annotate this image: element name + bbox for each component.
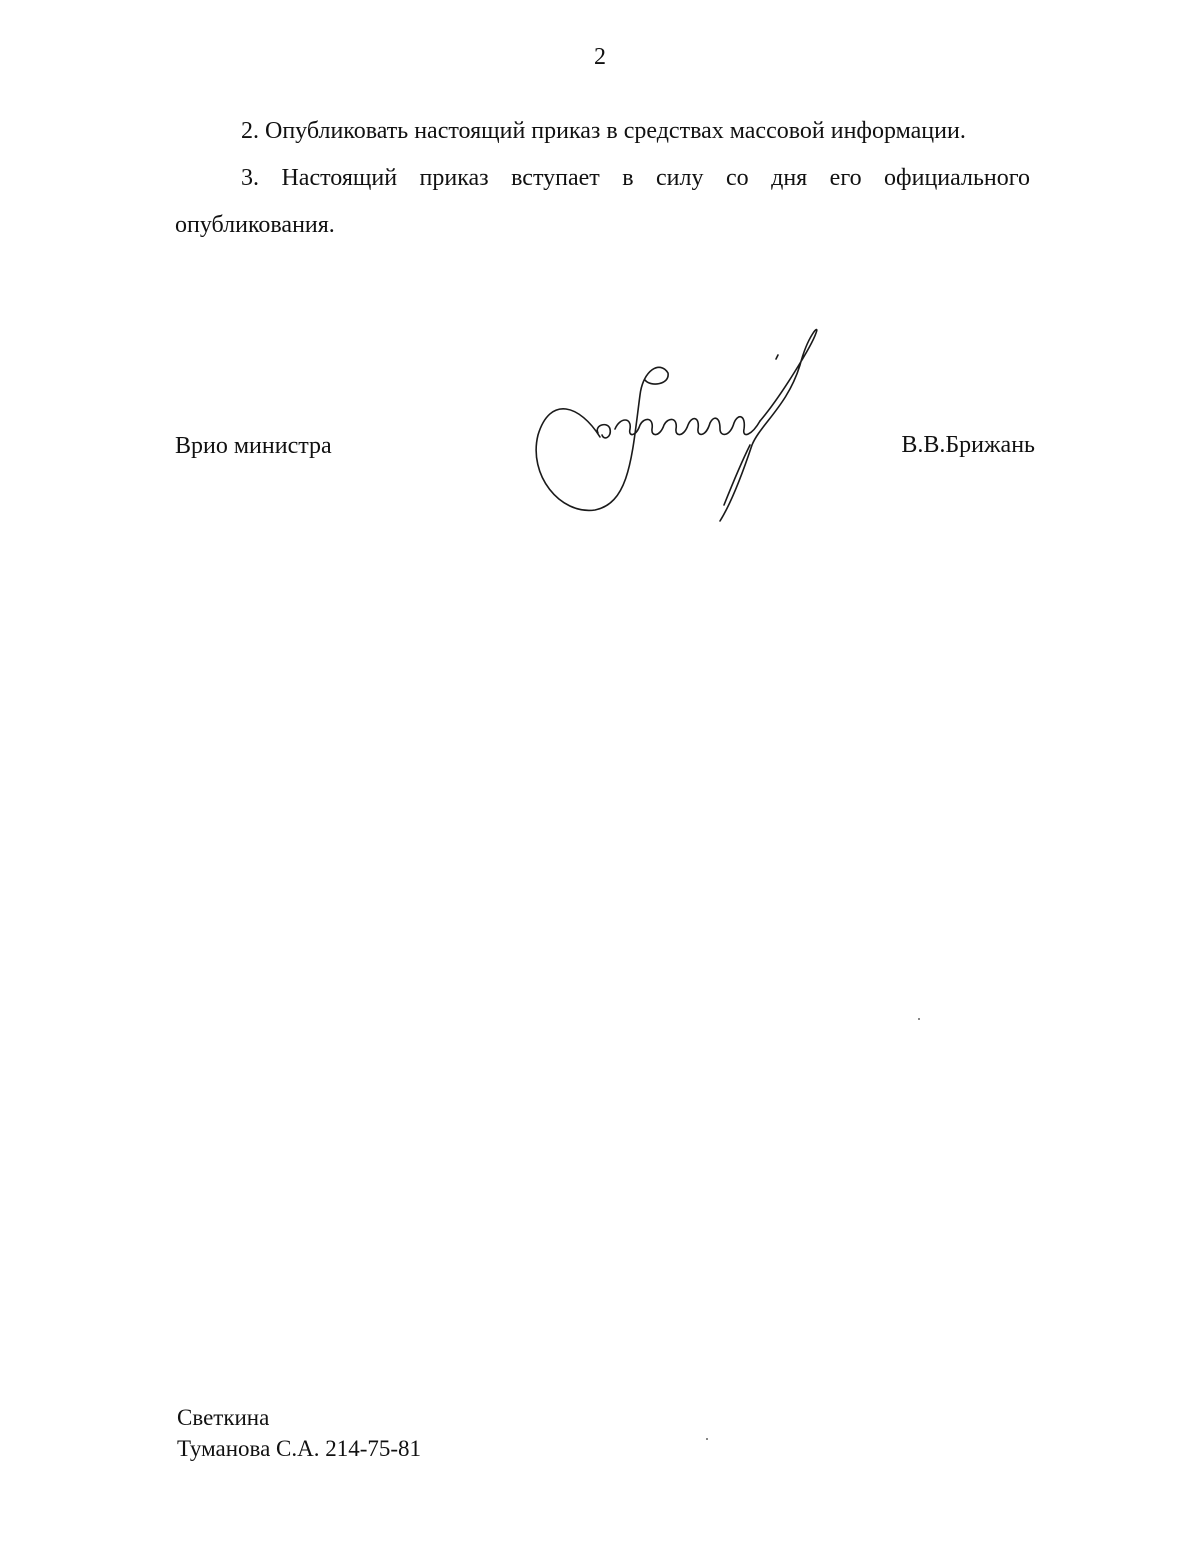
document-body bbox=[175, 108, 1030, 249]
paragraph-publish: 2. Опубликовать настоящий приказ в средствах массовой информации. bbox=[241, 118, 966, 144]
paragraph-effective-date: 3. Настоящий приказ вступает в силу со дня его официального опубликования. bbox=[175, 165, 1030, 238]
signature-block bbox=[0, 320, 1200, 540]
scan-speck bbox=[918, 1018, 920, 1020]
executor-line: Туманова С.А. 214-75-81 bbox=[177, 1436, 422, 1461]
signatory-name: В.В.Брижань bbox=[901, 432, 1035, 458]
executors-block bbox=[177, 1402, 421, 1464]
scan-speck bbox=[706, 1438, 708, 1440]
handwritten-signature bbox=[520, 325, 830, 525]
page-number: 2 bbox=[594, 44, 606, 70]
executor-line: Светкина bbox=[177, 1405, 270, 1430]
signatory-position: Врио министра bbox=[175, 433, 332, 459]
